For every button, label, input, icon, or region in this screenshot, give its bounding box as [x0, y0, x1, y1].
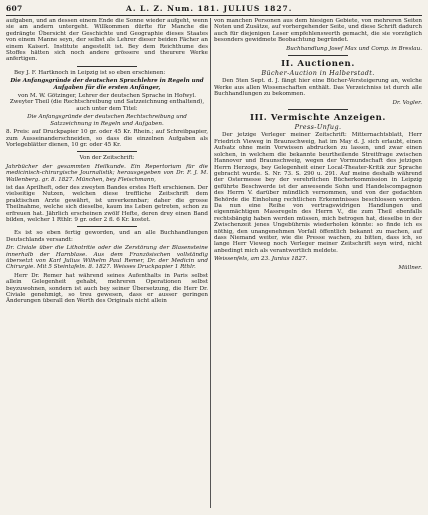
bookshop-signature: Buchhandlung Josef Max und Comp. in Breslau. [286, 45, 422, 52]
ad2-title: Jahrbücher der gesammten Heilkunde. Ein Repertorium für die medicinisch-chirurgische Journalistik; herausgegeben von Dr. F. J. M. Wallenberg. gr. 8. 1827. München, bey Fleischmann, [6, 163, 208, 183]
page-header [6, 4, 422, 15]
divider [77, 226, 137, 227]
ad3-body: Herr Dr. Remer hat während seines Aufenthalts in Paris selbst allein Gelegenheit gehabt, mehreren Operationen selbst beyzuwohnen, sondern ist auch bey seiner Übersetzung, die Herr Dr. Civiale genehmigt, so treu gewesen, dass er ausser geringen Änderungen überall den Werth des Originals nicht allein [6, 272, 208, 305]
page-number: 607 [6, 4, 23, 13]
section-misc-subtitle: Press-Unfug. [294, 123, 342, 132]
ad2-body: ist das Aprilheft, oder des zweyten Bandes erstes Heft erschienen. Der vielseitige Nutzen, welchen diese treffliche Zeitschrift dem praktischen Arzte gewährt, ist unverkennbar; daher die grosse Theilnahme, welche sich dieselbe, kaum ins Leben getreten, schon zu erfreuen hat. Jährlich erscheinen zwölf Hefte, deren drey einen Band bilden, welcher 1 Rthlr. 9 gr. oder 2 fl. 6 Kr. kostet. [6, 184, 208, 223]
section-auctions-signature: Dr. Vogler. [392, 99, 422, 106]
section-misc-body: Der jetzige Verleger meiner Zeitschrift: Mitternachtsblatt, Herr Friedrich Vieweg in Braunschweig, hat im May d. J. sich erlaubt, einen Aufsatz ohne mein Vorwissen abdrucken zu lassen, und zwar einen solchen, in welchem die bekannte beurtheilende Streitfrage zwischen Hannover und Braunschweig, wegen der Vormundschaft des jetzigen Herrn Herzogs, bey Gelegenheit einer Local-Theater-Kritik zur Sprache gebracht wurde. S. Nr. 73. S. 290 u. 291. Auf meine deshalb während der Ostermesse bey der verehrlichen Bücherkommission in Leipzig geführte Beschwerde ist der anwesende Sohn und Handelscompagnon des Herrn V. darüber mündlich vernommen, und von der gedachten Behörde die Einholung rechtlichen Erkenntnisses beschlossen worden. Da nun eine Reihe von vertragswidrigen Handlungen und eigenmächtigen Massregeln des Herrn V., die zum Theil ebenfalls rechtsbängig haben werden müssen, mich betrogen hat, dieselbe in der Zwischenzeit jenes Ungebührnis wiederholen könnte: so finde ich es nöthig, den unangenehmen Vorfall öffentlich bekannt zu machen, auf dass Niemand weiter, wie die Presse wachen, zu bitten, dass ich, so lange Herr Vieweg noch Verleger meiner Zeitschrift seyn wird, nicht anbedingt mich als verantwortlich meldete. [214, 132, 422, 254]
running-title: A. L. Z. Num. 181. JULIUS 1827. [126, 4, 293, 13]
closing-place-date: Weissenfels, am 23. Junius 1827. [214, 256, 308, 263]
divider [288, 55, 348, 56]
ad2-intro: Von der Zeitschrift: [79, 155, 135, 162]
divider [77, 151, 137, 152]
divider [288, 109, 348, 110]
ad1-author: von M. W. Götzinger, Lehrer der deutschen Sprache in Hofwyl. Zweyter Theil (die Rechtschreibung und Satzzeichnung enthaltend), auch unter dem Titel: [9, 93, 205, 112]
ad3-intro: Es ist so eben fertig geworden, und an alle Buchhandlungen Deutschlands versandt: [6, 230, 208, 243]
closing-signature: Müllner. [398, 264, 422, 271]
left-column [6, 18, 208, 307]
ad1-title: Die Anfangsgründe der deutschen Sprachlehre in Regeln und Aufgaben für die ersten Anfänger, [10, 78, 204, 91]
section-auctions-subtitle: Bücher-Auction in Halberstadt. [261, 69, 375, 78]
divider [77, 66, 137, 67]
section-auctions-body: Den 5ten Sept. d. J. fängt hier eine Bücher-Versteigerung an, welche Werke aus allen Wissenschaften enthält. Das Verzeichniss ist durch alle Buchhandlungen zu bekommen. [214, 78, 422, 98]
header-rule [6, 15, 422, 16]
column-separator [210, 18, 211, 508]
right-column [214, 18, 422, 273]
ad1-price: 8. Preis: auf Druckpapier 10 gr. oder 45 Kr. Rhein.; auf Schreibpapier, zum Ausseinanderschneiden, so dass die einzelnen Aufgaben als Vorlegeblätter dienen, 10 gr. oder 45 Kr. [6, 129, 208, 148]
ad1-subtitle: Die Anfangsgründe der deutschen Rechtschreibung und Satzzeichnung in Regeln und Aufgaben. [27, 114, 187, 127]
ad1-publisher: Bey J. F. Hartknoch in Leipzig ist so eben erschienen: [14, 69, 166, 76]
section-misc-title: III. Vermischte Anzeigen. [250, 113, 386, 124]
ad3-title: Dr. Civiale über die Lithotritie oder die Zerstörung der Blasensteine innerhalb der Harnblase. Aus dem Französischen vollständig übersetzt von Karl Julius Wilhelm Paul Remer, Dr. der Medicin und Chirurgie. Mit 5 Steintafeln. 8. 1827. Weisses Druckpapier 1 Rthlr. [6, 245, 208, 271]
intro-paragraph: aufgaben, und an dessen einem Ende die Sonne wieder aufgeht, wenn sie am andern untergeht. Willkommen dürfte für Manche die gedrängte Übersicht der Geschichte und Geographie dieses Staates von einem Manne seyn, der selbst als Lehrer dieser beiden Fächer an einem Kaiserl. Institute angestellt ist. Bey dem Reichthume des Stoffes hätten sich noch andere grössere und theurere Werke anfertigen. [6, 18, 208, 63]
top-paragraph: von manchen Personen aus dem hiesigen Gebiete, von mehreren Seiten Noten und Zusätze, auf vorhergehender Seite, und diese Schrift dadurch auch für diejenigen Leser empfehlenswerth gemacht, die sie vorzüglich besonders gewidmete Beobachtung begründet. [214, 18, 422, 44]
section-auctions-title: II. Auctionen. [281, 59, 355, 70]
